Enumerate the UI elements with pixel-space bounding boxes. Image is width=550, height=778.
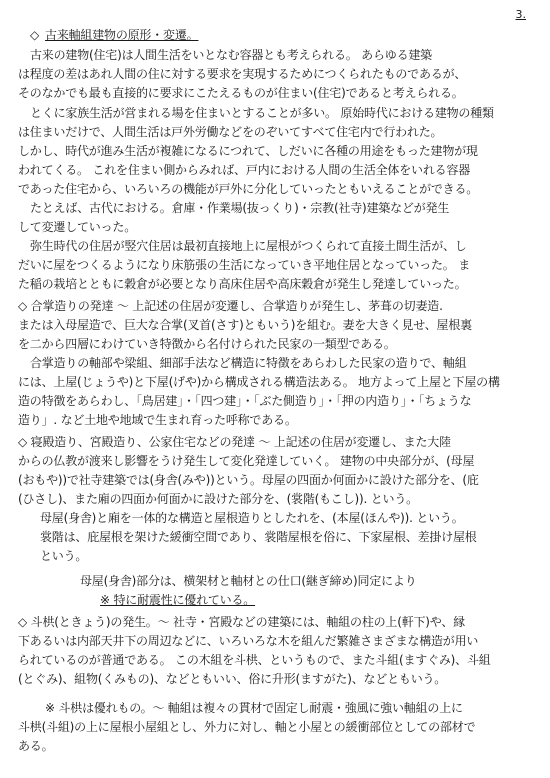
note-line: ※ 斗栱は優れもの。～ 軸組は複々の貫材で固定し耐震・強風に強い軸組の上に	[45, 701, 463, 715]
text-line: 母屋(身舎)と廂を一体的な構造と屋根造りとしたれを、(本屋(ほんや)). という。	[40, 511, 464, 525]
text-line: または入母屋造で、巨大な合掌(叉首(さす)ともいう)を組む。妻を大きく見せ、屋根裏	[18, 318, 472, 332]
text-line: われてくる。 これを住まい側からみれば、戸内における人間の生活全体をいれる容器	[18, 163, 471, 177]
text-line: 斗栱(斗組)の上に屋根小屋組とし、外力に対し、軸と小屋との緩衝部位としての部材で	[18, 720, 476, 734]
text-line: という。	[40, 549, 88, 563]
text-line: とくに家族生活が営まれる場を住まいとすることが多い。 原始時代における建物の種類	[30, 106, 494, 120]
text-line: (おもや))で社寺建築では(身舎(みや))という。母屋の四面か何面かに設けた部分を、(庇	[18, 473, 479, 487]
text-line: 弥生時代の住居が竪穴住居は最初直接地上に屋根がつくられて直接土間生活が、し	[30, 239, 467, 253]
text-line: は程度の差はあれ人間の住に対する要求を実現するためにつくられたものであるが、	[18, 67, 467, 81]
text-line: は住まいだけで、人間生活は戸外労働などをのぞいてすべて住宅内で行われた。	[18, 125, 443, 139]
text-line: であった住宅から、いろいろの機能が戸外に分化していったともいえることができる。	[18, 182, 479, 196]
note-line	[100, 592, 536, 608]
text-line: そのなかでも最も直接的に要求にこたえるものが住まい(住宅)であると考えられる。	[18, 86, 464, 100]
section-line: ◇ 合掌造りの発達 ～ 上記述の住居が変遷し、合掌造りが発生し、茅葺の切妻造.	[18, 299, 443, 313]
section-line: ◇ 斗栱(ときょう)の発生。～ 社寺・宮殿などの建築には、軸組の柱の上(軒下)や、縁	[18, 615, 465, 629]
text-line: 裳階は、庇屋根を架けた緩衝空間であり、裳階屋根を俗に、下家屋根、差掛け屋根	[40, 530, 477, 544]
text-line: からの仏教が渡来し影響をうけ発生して変化発達していく。 建物の中央部分が、(母屋	[18, 454, 475, 468]
text-line: して変遷していった。	[18, 220, 137, 234]
diamond-bullet-icon: ◇	[30, 28, 40, 42]
text-line: 造り」. など土地や地域で生まれ育った呼称である。	[18, 413, 297, 427]
text-line: しかし、時代が進み生活が複雑になるにつれて、しだいに各種の用途をもった建物が現	[18, 144, 478, 158]
text-line: 合掌造りの軸部や梁組、細部手法など構造に特徴をあらわした民家の造りで、軸組	[30, 356, 467, 370]
heading-title: 古来軸組建物の原形・変遷。	[45, 28, 199, 42]
section-line: ◇ 寝殿造り、宮殿造り、公家住宅などの発達 ～ 上記述の住居が変遷し、また大陸	[18, 435, 451, 449]
text-line: 下あるいは内部天井下の周辺などに、いろいろな木を組んだ繁雑さまざまな構造が用い	[18, 634, 479, 648]
text-line: を二から四層にわけていき特徴から名付けられた民家の一類型である。	[18, 337, 396, 351]
text-line: 母屋(身舎)部分は、横架材と軸材との仕口(継ぎ締め)同定により	[80, 574, 417, 588]
text-line: たとえば、古代における。倉庫・作業場(抜っくり)・宗教(社寺)建築などが発生	[30, 201, 450, 215]
text-line: 古来の建物(住宅)は人間生活をいとなむ容器とも考えられる。 あらゆる建築	[30, 48, 432, 62]
text-line: (ひさし)、また廂の四面か何面かに設けた部分を、(裳階(もこし)). という。	[18, 492, 418, 506]
text-line: (とぐみ)、組物(くみもの)、などともいい、俗に升形(ますがた)、などともいう。	[18, 672, 447, 686]
section-heading	[30, 27, 536, 43]
text-line: られているのが普通である。 この木組を斗栱、というもので、また斗組(ますぐみ)、斗組	[18, 653, 491, 667]
page-number: 3.	[515, 8, 526, 21]
text-line: だいに屋をつくるようになり床筋張の生活になっていき平地住居となっていった。 ま	[18, 258, 471, 272]
note-text: ※ 特に耐震性に優れている。	[100, 593, 256, 607]
text-line: ある。	[18, 739, 54, 753]
text-line: 造の特徴をあらわし、「鳥居建」・「四つ建」・「ぶた側造り」・「押の内造り」・「ちょうな	[18, 394, 472, 408]
text-line: には、上屋(じょうや)と下屋(げや)から構成される構造法ある。 地方よって上屋と下屋の構	[18, 375, 500, 389]
text-line: た稲の栽培とともに穀倉が必要となり高床住居や高床穀倉が発生し発達していった。	[18, 277, 467, 291]
